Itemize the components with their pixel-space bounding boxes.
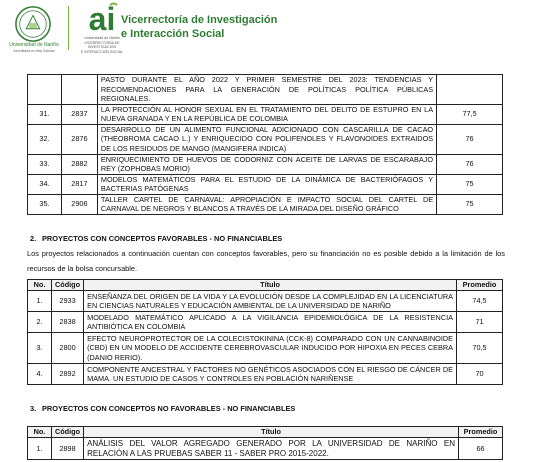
header-code: Código: [51, 427, 83, 438]
row-title: MODELOS MATEMÁTICOS PARA EL ESTUDIO DE LA DINÁMICA DE BACTERIÓFAGOS Y BACTERIAS PATÓGENAS: [97, 174, 436, 194]
table-row: [28, 104, 503, 124]
row-code: [61, 75, 97, 105]
section-2-title: 2. PROYECTOS CON CONCEPTOS FAVORABLES - NO FINANCIABLES: [30, 234, 283, 243]
row-average: 66: [459, 438, 503, 460]
row-title: DESARROLLO DE UN ALIMENTO FUNCIONAL ADICIONADO CON CASCARILLA DE CACAO (THEOBROMA CACAO L.) Y ENRIQUECIDO CON POLIFENOLES Y FLAVONOIDES EXTRAIDOS DE LOS RESIDUOS DE MANGO (MANGIFERA INDICA): [97, 124, 436, 154]
table-row: [28, 124, 503, 154]
row-average: 70: [457, 364, 503, 385]
row-title: ENRIQUECIMIENTO DE HUEVOS DE CODORNIZ CON ACEITE DE LARVAS DE ESCARABAJO REY (ZOPHOBAS MORIO): [97, 154, 436, 174]
row-title: TALLER CARTEL DE CARNAVAL: APROPIACIÓN E IMPACTO SOCIAL DEL CARTEL DE CARNAVAL DE NEGROS Y BLANCOS A TRAVÉS DE LA MIRADA DEL DISEÑO GRÁFICO: [97, 194, 436, 214]
row-average: 76: [437, 154, 503, 174]
header-divider: [68, 6, 69, 50]
projects-table-continued: [27, 74, 503, 215]
section-2-paragraph: Los proyectos relacionados a continuación cuentan con conceptos favorables, pero su financiación no es posible debido a la limitación de los recursos de la bolsa concursable.: [27, 249, 505, 273]
row-average: 77,5: [437, 104, 503, 124]
row-title: PASTO DURANTE EL AÑO 2022 Y PRIMER SEMESTRE DEL 2023: TENDENCIAS Y RECOMENDACIONES PARA LA GENERACIÓN DE POLÍTICAS POLÍTICA PÚBLICAS REGIONALES.: [97, 75, 436, 105]
row-average: 74,5: [457, 291, 503, 312]
table-row: [28, 194, 503, 214]
row-title: MODELADO MATEMÁTICO APLICADO A LA VIGILANCIA EPIDEMIOLÓGICA DE LA RESISTENCIA ANTIBIÓTICA EN COLOMBIA: [84, 312, 457, 333]
row-average: 70,5: [457, 333, 503, 364]
page-header: [0, 0, 534, 64]
table-row: [28, 291, 503, 312]
header-title: Título: [84, 280, 457, 291]
row-number: 32.: [28, 124, 62, 154]
row-average: 75: [437, 194, 503, 214]
row-number: 34.: [28, 174, 62, 194]
row-title: COMPONENTE ANCESTRAL Y FACTORES NO GENÉTICOS ASOCIADOS CON EL RIESGO DE CÁNCER DE MAMA. UN ESTUDIO DE CASOS Y CONTROLES EN POBLACIÓN NARIÑENSE: [84, 364, 457, 385]
header-code: Código: [51, 280, 83, 291]
row-code: 2837: [61, 104, 97, 124]
table-header-row: [28, 427, 503, 438]
header-no: No.: [28, 427, 52, 438]
table-header-row: [28, 280, 503, 291]
row-code: 2892: [51, 364, 83, 385]
row-average: 75: [437, 174, 503, 194]
row-average: 71: [457, 312, 503, 333]
row-number: 31.: [28, 104, 62, 124]
row-code: 2882: [61, 154, 97, 174]
row-code: 2800: [51, 333, 83, 364]
row-number: [28, 75, 62, 105]
row-number: 4.: [28, 364, 52, 385]
row-number: 3.: [28, 333, 52, 364]
row-code: 2898: [51, 438, 83, 460]
row-number: 33.: [28, 154, 62, 174]
row-title: EFECTO NEUROPROTECTOR DE LA COLECISTOKININA (CCK-8) COMPARADO CON UN CANNABINOIDE (CBD) EN UN MODELO DE ACCIDENTE CEREBROVASCULAR INDUCIDO POR HIPOXIA EN PECES CEBRA (DANIO RERIO).: [84, 333, 457, 364]
row-average: 76: [437, 124, 503, 154]
table-row: [28, 438, 503, 460]
row-code: 2817: [61, 174, 97, 194]
table-row: [28, 312, 503, 333]
table-row: [28, 75, 503, 105]
section-3-title: 3. PROYECTOS CON CONCEPTOS NO FAVORABLES - NO FINANCIABLES: [30, 404, 296, 413]
row-title: ANÁLISIS DEL VALOR AGREGADO GENERADO POR LA UNIVERSIDAD DE NARIÑO EN RELACIÓN A LAS PRUEBAS SABER 11 - SABER PRO 2015-2022.: [84, 438, 459, 460]
row-number: 1.: [28, 291, 52, 312]
table-row: [28, 364, 503, 385]
ai-logo-icon: [80, 2, 124, 36]
row-title: LA PROTECCIÓN AL HONOR SEXUAL EN EL TRATAMIENTO DEL DELITO DE ESTUPRO EN LA NUEVA GRANADA Y EN LA REPÚBLICA DE COLOMBIA: [97, 104, 436, 124]
row-code: 2876: [61, 124, 97, 154]
row-number: 35.: [28, 194, 62, 214]
table-row: [28, 154, 503, 174]
header-no: No.: [28, 280, 52, 291]
row-code: 2906: [61, 194, 97, 214]
ai-tagline: Universidad de Nariño VICERRECTORÍA DE INVESTIGACIÓN E INTERACCIÓN SOCIAL: [80, 36, 124, 54]
row-code: 2838: [51, 312, 83, 333]
header-average: Promedio: [459, 427, 503, 438]
unfavorable-projects-table: [27, 426, 503, 460]
row-number: 2.: [28, 312, 52, 333]
table-row: [28, 174, 503, 194]
university-name: Universidad de Nariño Acreditada en Alta Calidad: [9, 42, 59, 53]
row-average: [437, 75, 503, 105]
svg-text:ai: ai: [88, 2, 116, 36]
row-code: 2933: [51, 291, 83, 312]
row-number: 1.: [28, 438, 52, 460]
vice-rectory-title: Vicerrectoría de Investigación e Interacción Social: [121, 14, 278, 40]
favorable-projects-table: [27, 279, 503, 385]
university-seal-icon: [14, 4, 52, 44]
table-row: [28, 333, 503, 364]
header-average: Promedio: [457, 280, 503, 291]
header-title: Título: [84, 427, 459, 438]
row-title: ENSEÑANZA DEL ORIGEN DE LA VIDA Y LA EVOLUCIÓN DESDE LA COMPLEJIDAD EN LA LICENCIATURA EN CIENCIAS NATURALES Y EDUCACIÓN AMBIENTAL DE LA UNIVERSIDAD DE NARIÑO: [84, 291, 457, 312]
